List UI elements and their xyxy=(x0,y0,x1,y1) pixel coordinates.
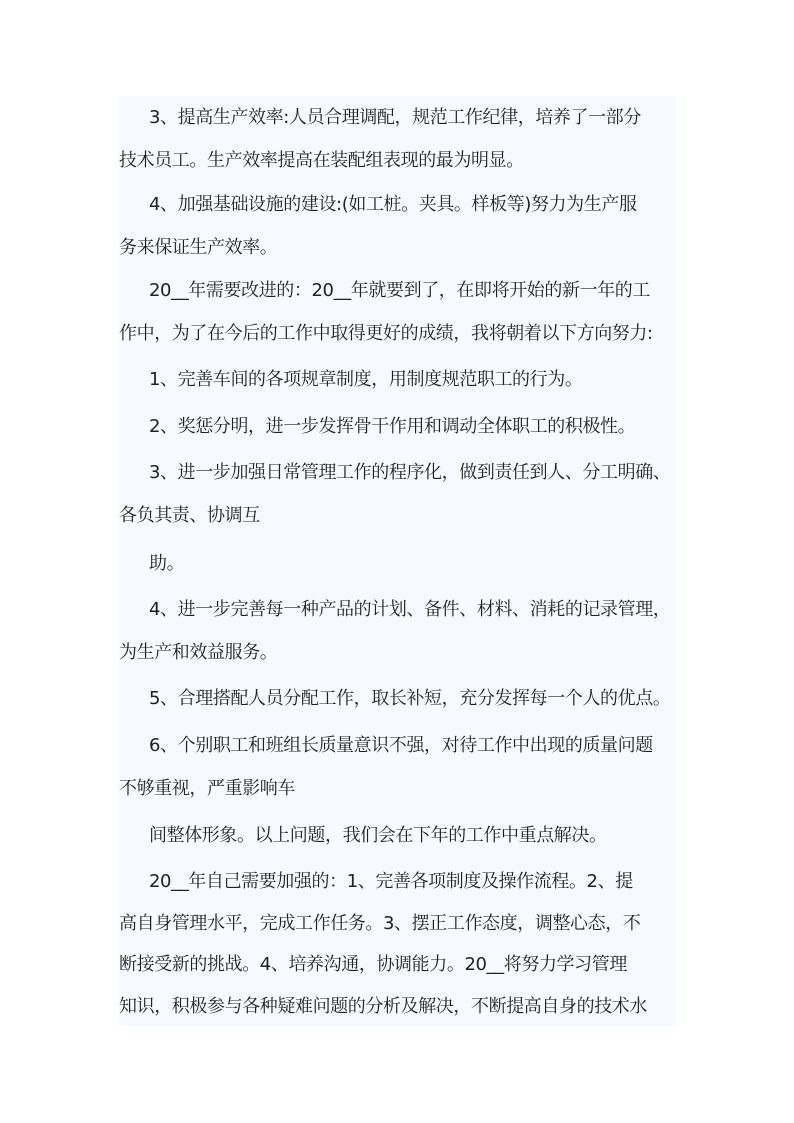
text-line: 务来保证生产效率。 xyxy=(119,237,278,258)
document-text-block xyxy=(119,96,676,1026)
text-line: 6、个别职工和班组长质量意识不强，对待工作中出现的质量问题 xyxy=(149,735,653,756)
text-line: 为生产和效益服务。 xyxy=(119,642,278,663)
text-line: 1、完善车间的各项规章制度，用制度规范职工的行为。 xyxy=(149,369,583,390)
text-line: 各负其责、协调互 xyxy=(119,505,260,526)
text-line: 4、加强基础设施的建设:(如工桩。夹具。样板等)努力为生产服 xyxy=(149,194,637,215)
text-line: 3、提高生产效率:人员合理调配，规范工作纪律，培养了一部分 xyxy=(149,107,641,128)
text-line: 2、奖惩分明，进一步发挥骨干作用和调动全体职工的积极性。 xyxy=(149,416,636,437)
text-line: 助。 xyxy=(149,553,185,574)
text-line: 5、合理搭配人员分配工作，取长补短，充分发挥每一个人的优点。 xyxy=(149,688,671,709)
text-line: 不够重视，严重影响车 xyxy=(119,778,295,799)
text-line: 断接受新的挑战。4、培养沟通，协调能力。20__将努力学习管理 xyxy=(119,954,627,975)
text-line: 高自身管理水平，完成工作任务。3、摆正工作态度，调整心态，不 xyxy=(119,913,641,934)
text-line: 作中，为了在今后的工作中取得更好的成绩，我将朝着以下方向努力: xyxy=(119,323,653,344)
text-line: 间整体形象。以上问题，我们会在下年的工作中重点解决。 xyxy=(149,825,607,846)
text-line: 4、进一步完善每一种产品的计划、备件、材料、消耗的记录管理， xyxy=(149,599,671,620)
text-line: 3、进一步加强日常管理工作的程序化，做到责任到人、分工明确、 xyxy=(149,462,671,483)
text-line: 20__年自己需要加强的：1、完善各项制度及操作流程。2、提 xyxy=(149,871,633,892)
text-line: 20__年需要改进的：20__年就要到了，在即将开始的新一年的工 xyxy=(149,280,651,301)
text-line: 知识，积极参与各种疑难问题的分析及解决，不断提高自身的技术水 xyxy=(119,996,647,1017)
text-line: 技术员工。生产效率提高在装配组表现的最为明显。 xyxy=(119,150,524,171)
